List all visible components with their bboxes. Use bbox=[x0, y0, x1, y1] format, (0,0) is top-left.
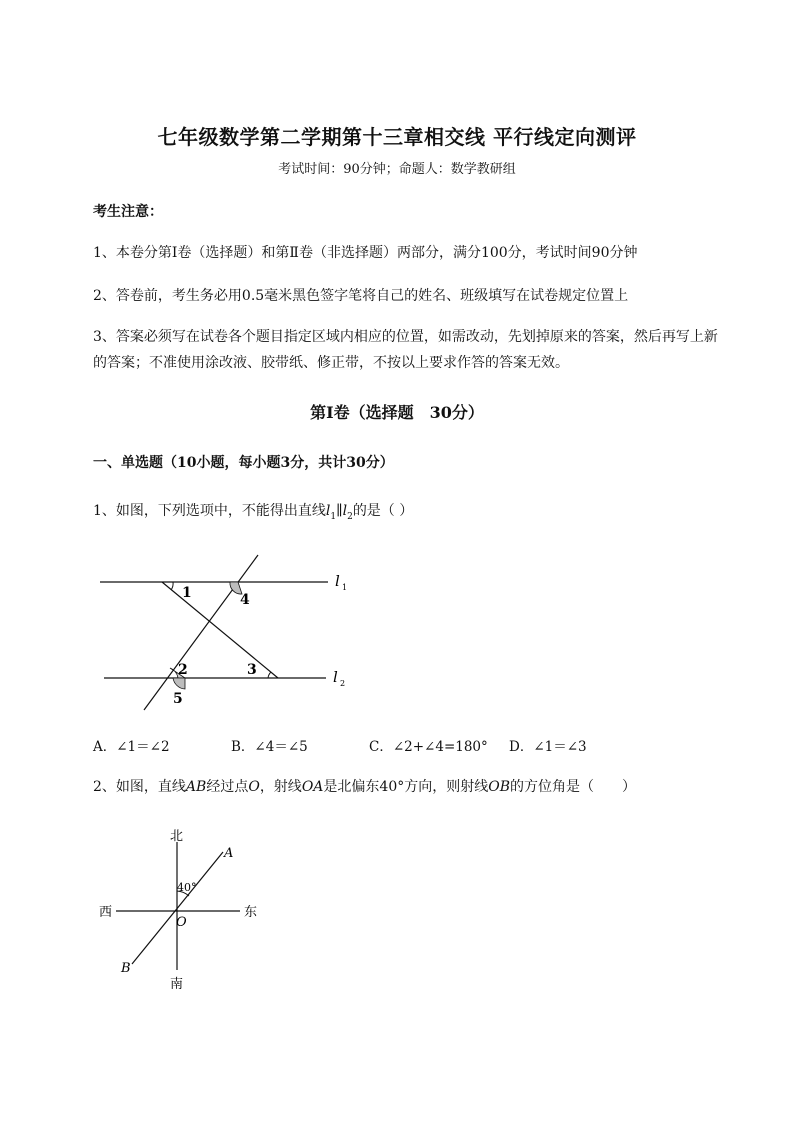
question-2-stem-mid-3: 是北偏东40°方向，则射线 bbox=[323, 779, 489, 795]
angle-4-label: 4 bbox=[240, 592, 250, 608]
angle-1-arc bbox=[171, 582, 173, 590]
question-2-stem bbox=[93, 776, 636, 796]
point-a-label: A bbox=[224, 846, 234, 861]
exam-info: 考试时间：90分钟；命题人：数学教研组 bbox=[278, 162, 516, 177]
page-title: 七年级数学第二学期第十三章相交线 平行线定向测评 bbox=[157, 125, 637, 149]
line-l1-label: l bbox=[335, 572, 340, 590]
question-2-figure bbox=[90, 822, 270, 997]
angle-5-label: 5 bbox=[173, 691, 183, 707]
point-o-label: O bbox=[176, 915, 187, 930]
angle-3-arc bbox=[268, 672, 271, 678]
ray-ob-symbol: OB bbox=[488, 779, 510, 795]
question-1-stem bbox=[93, 500, 413, 522]
line-l1-symbol: l bbox=[325, 503, 331, 519]
direction-east: 东 bbox=[244, 905, 258, 920]
point-b-label: B bbox=[121, 961, 131, 976]
line-l1-label-subscript: 1 bbox=[342, 583, 348, 592]
line-ab-symbol: AB bbox=[185, 779, 207, 795]
notice-item-1: 1、本卷分第I卷（选择题）和第Ⅱ卷（非选择题）两部分，满分100分，考试时间90分钟 bbox=[93, 245, 638, 261]
angle-3-label: 3 bbox=[247, 662, 257, 678]
option-a[interactable]: A．∠1＝∠2 bbox=[93, 739, 170, 755]
question-2-stem-mid-1: 经过点 bbox=[206, 779, 249, 795]
part-heading: 第I卷（选择题 30分） bbox=[310, 403, 484, 422]
line-l2-label: l bbox=[333, 668, 338, 686]
line-l2-subscript: 2 bbox=[347, 511, 353, 522]
option-c[interactable]: C．∠2+∠4=180° bbox=[369, 739, 488, 755]
angle-5-arc bbox=[173, 678, 185, 689]
point-o-symbol: O bbox=[248, 779, 260, 795]
angle-40-label: 40° bbox=[177, 881, 197, 894]
option-d[interactable]: D．∠1＝∠3 bbox=[509, 739, 587, 755]
section-heading: 一、单选题（10小题，每小题3分，共计30分） bbox=[93, 455, 394, 471]
transversal-a bbox=[144, 555, 258, 710]
angle-2-label: 2 bbox=[178, 662, 188, 678]
notice-item-2: 2、答卷前，考生务必用0.5毫米黑色签字笔将自己的姓名、班级填写在试卷规定位置上 bbox=[93, 288, 629, 304]
direction-south: 南 bbox=[170, 977, 184, 992]
direction-north: 北 bbox=[170, 829, 184, 844]
question-2-stem-mid-2: ，射线 bbox=[259, 779, 302, 795]
notice-heading: 考生注意： bbox=[93, 204, 163, 220]
question-2-stem-suffix: 的方位角是（ ） bbox=[510, 779, 636, 795]
option-b[interactable]: B．∠4＝∠5 bbox=[231, 739, 308, 755]
question-2-stem-prefix: 2、如图，直线 bbox=[93, 779, 186, 795]
line-l2-symbol: l bbox=[342, 503, 348, 519]
direction-west: 西 bbox=[99, 905, 113, 920]
notice-item-3-line-2: 的答案；不准使用涂改液、胶带纸、修正带，不按以上要求作答的答案无效。 bbox=[93, 355, 569, 371]
parallel-symbol: ∥ bbox=[336, 503, 343, 519]
line-l1-subscript: 1 bbox=[330, 511, 337, 522]
notice-item-3-line-1: 3、答案必须写在试卷各个题目指定区域内相应的位置，如需改动，先划掉原来的答案，然后再写上新 bbox=[93, 329, 718, 345]
question-1-stem-prefix: 1、如图，下列选项中，不能得出直线 bbox=[93, 503, 326, 519]
ray-oa-symbol: OA bbox=[301, 779, 324, 795]
question-1-stem-suffix: 的是（ ） bbox=[352, 503, 414, 519]
line-l2-label-subscript: 2 bbox=[340, 679, 346, 688]
angle-1-label: 1 bbox=[182, 585, 192, 601]
question-1-figure bbox=[90, 545, 360, 720]
